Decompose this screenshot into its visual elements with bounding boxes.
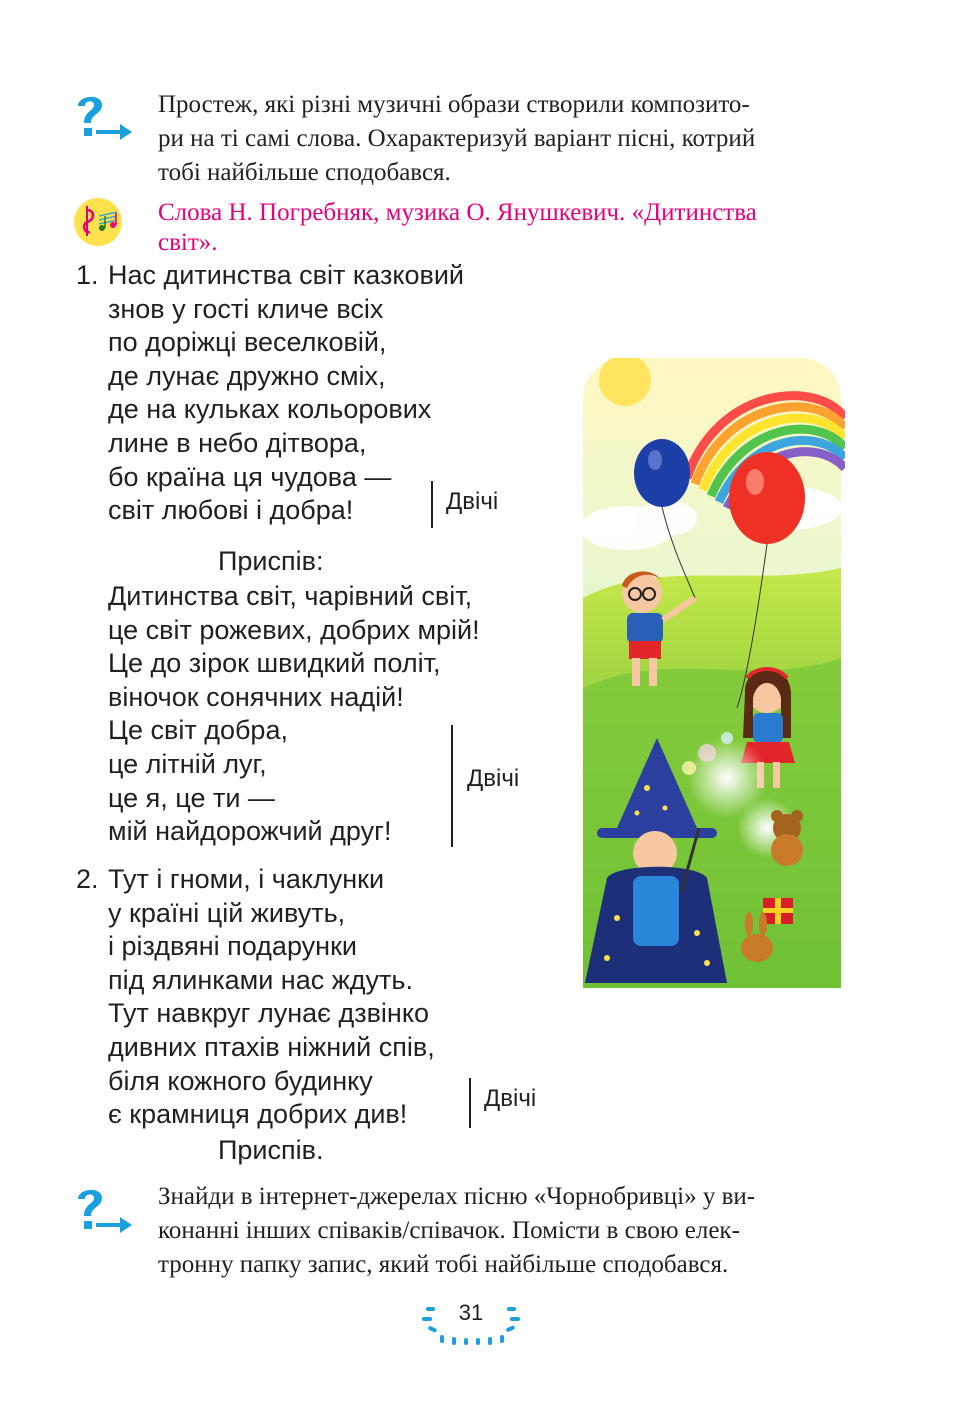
task-instruction-1: Простеж, які різні музичні образи створили композито- ри на ті самі слова. Охарактеризуй варіант пісні, котрий тобі найбільше сподобався. <box>158 91 756 186</box>
page-number: 31 <box>458 1300 484 1325</box>
chorus-end-label: Приспів. <box>218 1135 324 1165</box>
song-title: Слова Н. Погребняк, музика О. Янушкевич. «Дитинства світ». <box>158 199 757 256</box>
repeat-bracket <box>451 725 453 847</box>
question-arrow-icon <box>72 92 134 148</box>
repeat-label: Двічі <box>446 488 499 515</box>
verse-2: Тут і гноми, і чаклунки у країні цій живуть, і різдвяні подарунки під ялинками нас ждуть. Тут навкруг лунає дзвінко дивних птахів ніжний спів, біля кожного будинку є крамниця добрих див! <box>108 864 435 1130</box>
children-balloons-illustration <box>577 358 845 998</box>
task-instruction-2: Знайди в інтернет-джерелах пісню «Чорнобривці» у ви- конанні інших співаків/співачок. Помісти в свою елек- тронну папку запис, який тобі найбільше сподобався. <box>158 1183 756 1278</box>
question-arrow-icon <box>72 1185 134 1241</box>
verse-1: Нас дитинства світ казковий знов у гості кличе всіх по доріжці веселковій, де лунає дружно сміх, де на кульках кольорових лине в небо дітвора, бо країна ця чудова — світ любові і добра! <box>108 260 464 526</box>
repeat-label: Двічі <box>484 1085 537 1112</box>
repeat-bracket <box>469 1078 471 1128</box>
chorus: Дитинства світ, чарівний світ, це світ рожевих, добрих мрій! Це до зірок швидкий політ, віночок сонячних надій! Це світ добра, це літній луг, це я, це ти — мій найдорожчий друг! <box>108 581 480 847</box>
repeat-label: Двічі <box>467 765 520 792</box>
chorus-label: Приспів: <box>218 546 324 576</box>
verse-number-2: 2. <box>76 864 99 894</box>
repeat-bracket <box>431 481 433 528</box>
music-notes-icon <box>72 196 128 252</box>
verse-number-1: 1. <box>76 260 99 290</box>
